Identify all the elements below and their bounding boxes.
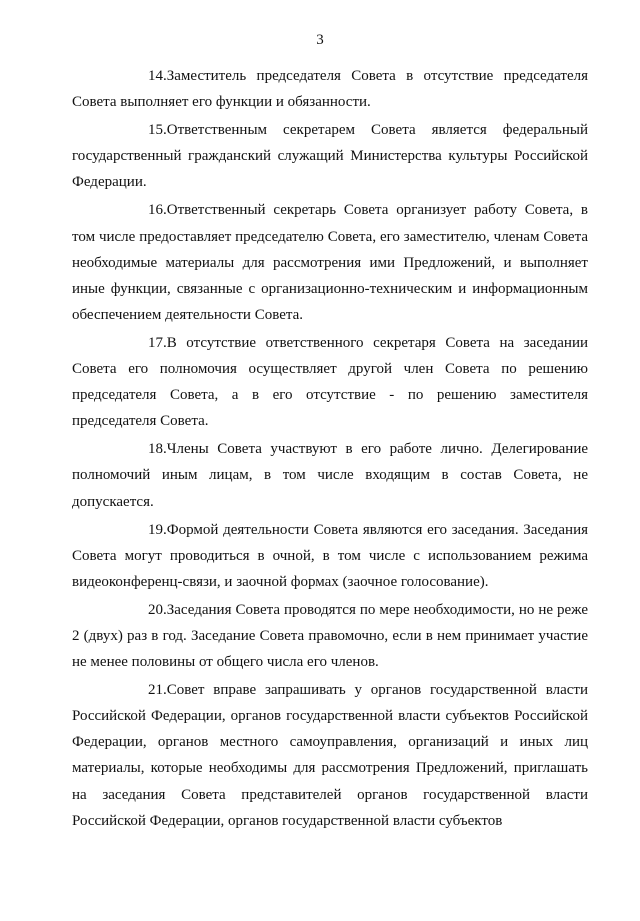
paragraph-number: 15. <box>148 122 167 139</box>
paragraph-text: Формой деятельности Совета являются его заседания. Заседания Совета могут проводиться в очной, в том числе с использованием режима видеоконференц-связи, и заочной формах (заочное голосование). <box>72 521 588 590</box>
paragraph-text: Ответственный секретарь Совета организует работу Совета, в том числе предоставляет председателю Совета, его заместителю, членам Совета необходимые материалы для рассмотрения ими Предложений, и выполняет иные функции, связанные с организационно-техническим и информационным обеспечением деятельности Совета. <box>72 202 588 323</box>
paragraph-text: Члены Совета участвуют в его работе лично. Делегирование полномочий иным лицам, в том числе входящим в состав Совета, не допускается. <box>72 441 588 510</box>
paragraph-20 <box>72 597 588 675</box>
paragraph-15 <box>72 117 588 195</box>
paragraph-21 <box>72 677 588 834</box>
paragraph-text: Заместитель председателя Совета в отсутствие председателя Совета выполняет его функции и обязанности. <box>72 68 588 111</box>
paragraph-number: 21. <box>148 682 167 699</box>
paragraph-number: 16. <box>148 202 167 219</box>
paragraph-14 <box>72 63 588 115</box>
paragraph-text: Ответственным секретарем Совета является федеральный государственный гражданский служащий Министерства культуры Российской Федерации. <box>72 122 588 191</box>
paragraph-16 <box>72 197 588 327</box>
paragraph-text: В отсутствие ответственного секретаря Совета на заседании Совета его полномочия осуществляет другой член Совета по решению председателя Совета, а в его отсутствие - по решению заместителя председателя Совета. <box>72 334 588 430</box>
paragraph-text: Совет вправе запрашивать у органов государственной власти Российской Федерации, органов государственной власти субъектов Российской Федерации, органов местного самоуправления, организаций и иных лиц материалы, которые необходимы для рассмотрения Предложений, приглашать на заседания Совета представителей органов государственной власти Российской Федерации, органов государственной власти субъектов <box>72 682 588 829</box>
paragraph-text: Заседания Совета проводятся по мере необходимости, но не реже 2 (двух) раз в год. Заседание Совета правомочно, если в нем принимает участие не менее половины от общего числа его членов. <box>72 601 588 671</box>
paragraph-number: 17. <box>148 334 167 351</box>
paragraph-number: 20. <box>148 601 167 618</box>
paragraph-17 <box>72 330 588 434</box>
paragraph-number: 14. <box>148 68 167 84</box>
page-number: 3 <box>316 32 324 48</box>
paragraph-number: 19. <box>148 521 167 538</box>
paragraph-number: 18. <box>148 441 167 458</box>
paragraph-18 <box>72 436 588 514</box>
document-body <box>72 63 588 836</box>
paragraph-19 <box>72 517 588 595</box>
